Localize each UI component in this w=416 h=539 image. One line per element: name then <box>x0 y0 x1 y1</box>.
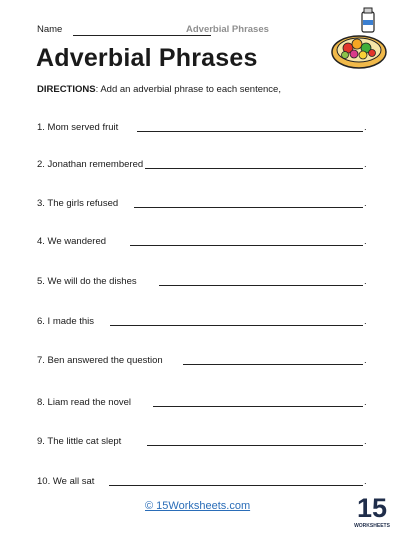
answer-line-2[interactable] <box>145 168 363 169</box>
question-1 <box>37 122 118 133</box>
question-7 <box>37 355 163 366</box>
question-5 <box>37 276 137 287</box>
question-text: 7. Ben answered the question <box>37 355 163 366</box>
period: . <box>364 159 367 170</box>
period: . <box>364 355 367 366</box>
answer-line-1[interactable] <box>137 131 363 132</box>
answer-line-10[interactable] <box>109 485 363 486</box>
logo-number: 15 <box>356 493 388 523</box>
answer-line-9[interactable] <box>147 445 363 446</box>
fruit-plate-icon <box>328 6 390 72</box>
answer-line-6[interactable] <box>110 325 363 326</box>
answer-line-3[interactable] <box>134 207 363 208</box>
question-9 <box>37 436 121 447</box>
question-text: 5. We will do the dishes <box>37 276 137 287</box>
question-text: 8. Liam read the novel <box>37 397 132 408</box>
name-label: Name <box>37 24 63 35</box>
period: . <box>364 436 367 447</box>
question-8 <box>37 397 131 408</box>
question-text: 2. Jonathan remembered <box>37 159 144 170</box>
period: . <box>364 397 367 408</box>
logo-word: WORKSHEETS <box>354 523 390 529</box>
directions <box>37 84 281 95</box>
question-text: 3. The girls refused <box>37 198 119 209</box>
question-text: 4. We wandered <box>37 236 107 247</box>
answer-line-8[interactable] <box>153 406 363 407</box>
answer-line-4[interactable] <box>130 245 363 246</box>
directions-label: DIRECTIONS <box>37 84 96 95</box>
period: . <box>364 236 367 247</box>
15worksheets-logo-icon <box>352 491 392 531</box>
worksheet-tag: Adverbial Phrases <box>186 24 269 35</box>
name-field-line[interactable] <box>73 35 211 36</box>
question-4 <box>37 236 106 247</box>
question-3 <box>37 198 118 209</box>
question-6 <box>37 316 94 327</box>
period: . <box>364 476 367 487</box>
directions-text: : Add an adverbial phrase to each sentence, <box>95 84 281 95</box>
question-10 <box>37 476 94 487</box>
page-title: Adverbial Phrases <box>36 44 258 72</box>
answer-line-7[interactable] <box>183 364 363 365</box>
period: . <box>364 316 367 327</box>
answer-line-5[interactable] <box>159 285 363 286</box>
question-text: 6. I made this <box>37 316 95 327</box>
question-text: 9. The little cat slept <box>37 436 122 447</box>
question-text: 1. Mom served fruit <box>37 122 119 133</box>
period: . <box>364 122 367 133</box>
question-2 <box>37 159 143 170</box>
period: . <box>364 198 367 209</box>
question-text: 10. We all sat <box>37 476 95 487</box>
copyright-link[interactable]: © 15Worksheets.com <box>145 500 251 512</box>
period: . <box>364 276 367 287</box>
